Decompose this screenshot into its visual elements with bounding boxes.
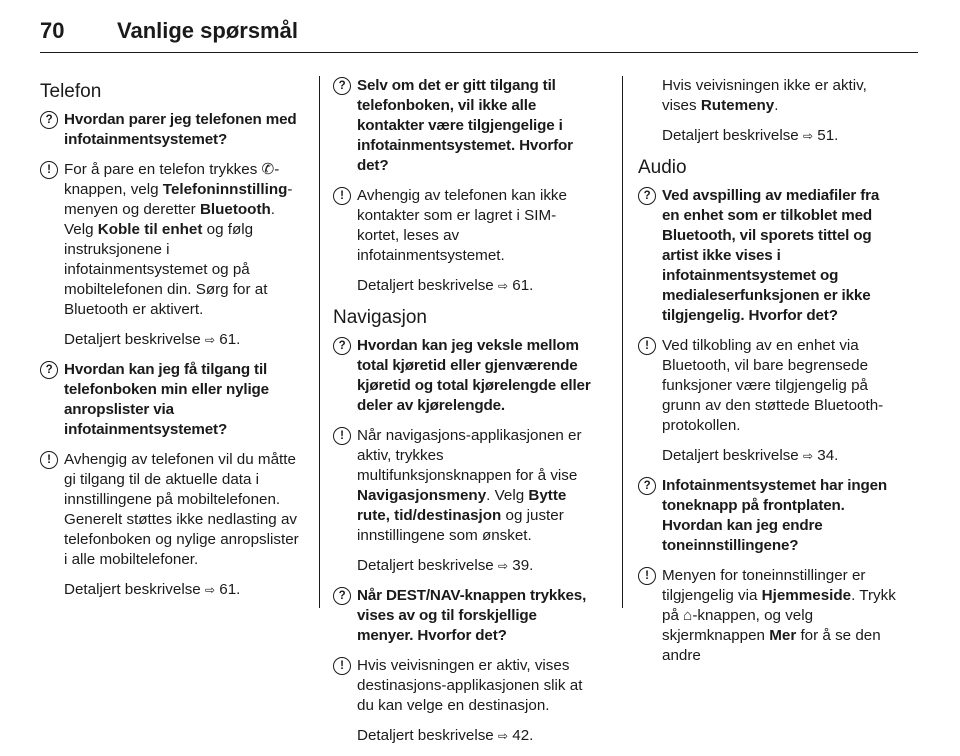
exclamation-icon: ! [333,187,351,205]
exclamation-icon: ! [333,657,351,675]
page-header [40,12,918,53]
answer: ! Hvis veivisningen er aktiv, vises destinasjons-applikasjonen slik at du kan velge en destinasjon. [333,656,595,716]
question [40,360,302,440]
detail-reference: Detaljert beskrivelse ⇨ 42. [357,727,534,744]
question-icon: ? [333,587,351,605]
question-icon: ? [638,187,656,205]
question-icon: ? [40,111,58,129]
question-text: Ved avspilling av mediafiler fra en enhet som er tilkoblet med Bluetooth, vil sporets tittel og artist ikke vises i infotainmentsystemet og medialeserfunksjonen er ikke tilgjengelig. Hvorfor det? [662,187,880,324]
arrow-icon: ⇨ [802,129,814,143]
section-title-telefon: Telefon [40,81,102,102]
arrow-icon: ⇨ [497,729,509,743]
menu-name: Bytte rute, tid/destinasjon [357,487,567,524]
detail-reference: Detaljert beskrivelse ⇨ 51. [662,127,839,144]
arrow-icon: ⇨ [204,583,216,597]
column-divider [319,76,320,608]
answer: ! Ved tilkobling av en enhet via Bluetooth, vil bare begrensede funksjoner være tilgjengelig på grunn av den støttede Bluetooth-protokollen. [638,336,900,436]
exclamation-icon: ! [638,337,656,355]
question [333,76,595,176]
question-text: Hvordan kan jeg veksle mellom total kjøretid eller gjenværende kjøretid og total kjørelengde eller deler av kjørelengde. [357,337,591,414]
answer: ! Avhengig av telefonen kan ikke kontakter som er lagret i SIM-kortet, leses av infotainmentsystemet. [333,186,595,266]
question [40,110,302,150]
menu-name: Koble til enhet [97,221,203,238]
detail-reference: Detaljert beskrivelse ⇨ 39. [357,557,534,574]
question [333,336,595,416]
section-title-audio: Audio [638,157,687,178]
detail-reference: Detaljert beskrivelse ⇨ 61. [64,581,241,598]
question-text: Når DEST/NAV-knappen trykkes, vises av og til forskjellige menyer. Hvorfor det? [357,587,587,644]
home-icon: ⌂ [683,607,693,624]
page-number: 70 [40,18,65,43]
menu-name: Navigasjonsmeny [357,487,487,504]
question-icon: ? [333,337,351,355]
phone-icon: ✆ [261,161,275,178]
answer: ! Når navigasjons-applikasjonen er aktiv, trykkes multifunksjonsknappen for å vise Navigasjonsmeny. Velg Bytte rute, tid/destinasjon og juster innstillingene som ønsket. [333,426,595,546]
column-1 [40,76,302,610]
menu-name: Bluetooth [199,201,271,218]
answer: ! Avhengig av telefonen vil du måtte gi tilgang til de aktuelle data i innstillingene på mobiltelefonen. Generelt støttes ikke nedlasting av telefonboken og nylige anropslister i alle mobiltelefoner. [40,450,302,570]
answer: ! For å pare en telefon trykkes ✆-knappen, velg Telefoninnstilling-menyen og deretter Bluetooth. Velg Koble til enhet og følg instruksjonene i infotainmentsystemet og på mobiltelefonen din. Sørg for at Bluetooth er aktivert. [40,160,302,320]
arrow-icon: ⇨ [497,559,509,573]
question-text: Selv om det er gitt tilgang til telefonboken, vil ikke alle kontakter være tilgjengelige i infotainmentsystemet. Hvorfor det? [357,77,573,174]
question-text: Hvordan kan jeg få tilgang til telefonboken min eller nylige anropslister via infotainmentsystemet? [64,361,269,438]
answer: ! Menyen for toneinnstillinger er tilgjengelig via Hjemmeside. Trykk på ⌂-knappen, og velg skjermknappen Mer for å se den andre [638,566,900,666]
question-icon: ? [40,361,58,379]
menu-name: Rutemeny [700,97,775,114]
column-divider [622,76,623,608]
chapter-title: Vanlige spørsmål [117,18,298,43]
question-text: Infotainmentsystemet har ingen toneknapp på frontplaten. Hvordan kan jeg endre toneinnstillingene? [662,477,888,554]
arrow-icon: ⇨ [204,333,216,347]
question-icon: ? [333,77,351,95]
menu-name: Mer [769,627,797,644]
exclamation-icon: ! [40,161,58,179]
answer-continued: Hvis veivisningen ikke er aktiv, vises Rutemeny. [662,77,867,114]
column-3 [638,76,900,676]
detail-reference: Detaljert beskrivelse ⇨ 61. [357,277,534,294]
section-title-navigasjon: Navigasjon [333,307,427,328]
arrow-icon: ⇨ [497,279,509,293]
menu-name: Hjemmeside [761,587,852,604]
question-icon: ? [638,477,656,495]
detail-reference: Detaljert beskrivelse ⇨ 61. [64,331,241,348]
menu-name: Telefoninnstilling [162,181,288,198]
detail-reference: Detaljert beskrivelse ⇨ 34. [662,447,839,464]
question [638,186,900,326]
exclamation-icon: ! [638,567,656,585]
exclamation-icon: ! [40,451,58,469]
exclamation-icon: ! [333,427,351,445]
column-2 [333,76,595,756]
arrow-icon: ⇨ [802,449,814,463]
question-text: Hvordan parer jeg telefonen med infotainmentsystemet? [64,111,297,148]
question [333,586,595,646]
question [638,476,900,556]
